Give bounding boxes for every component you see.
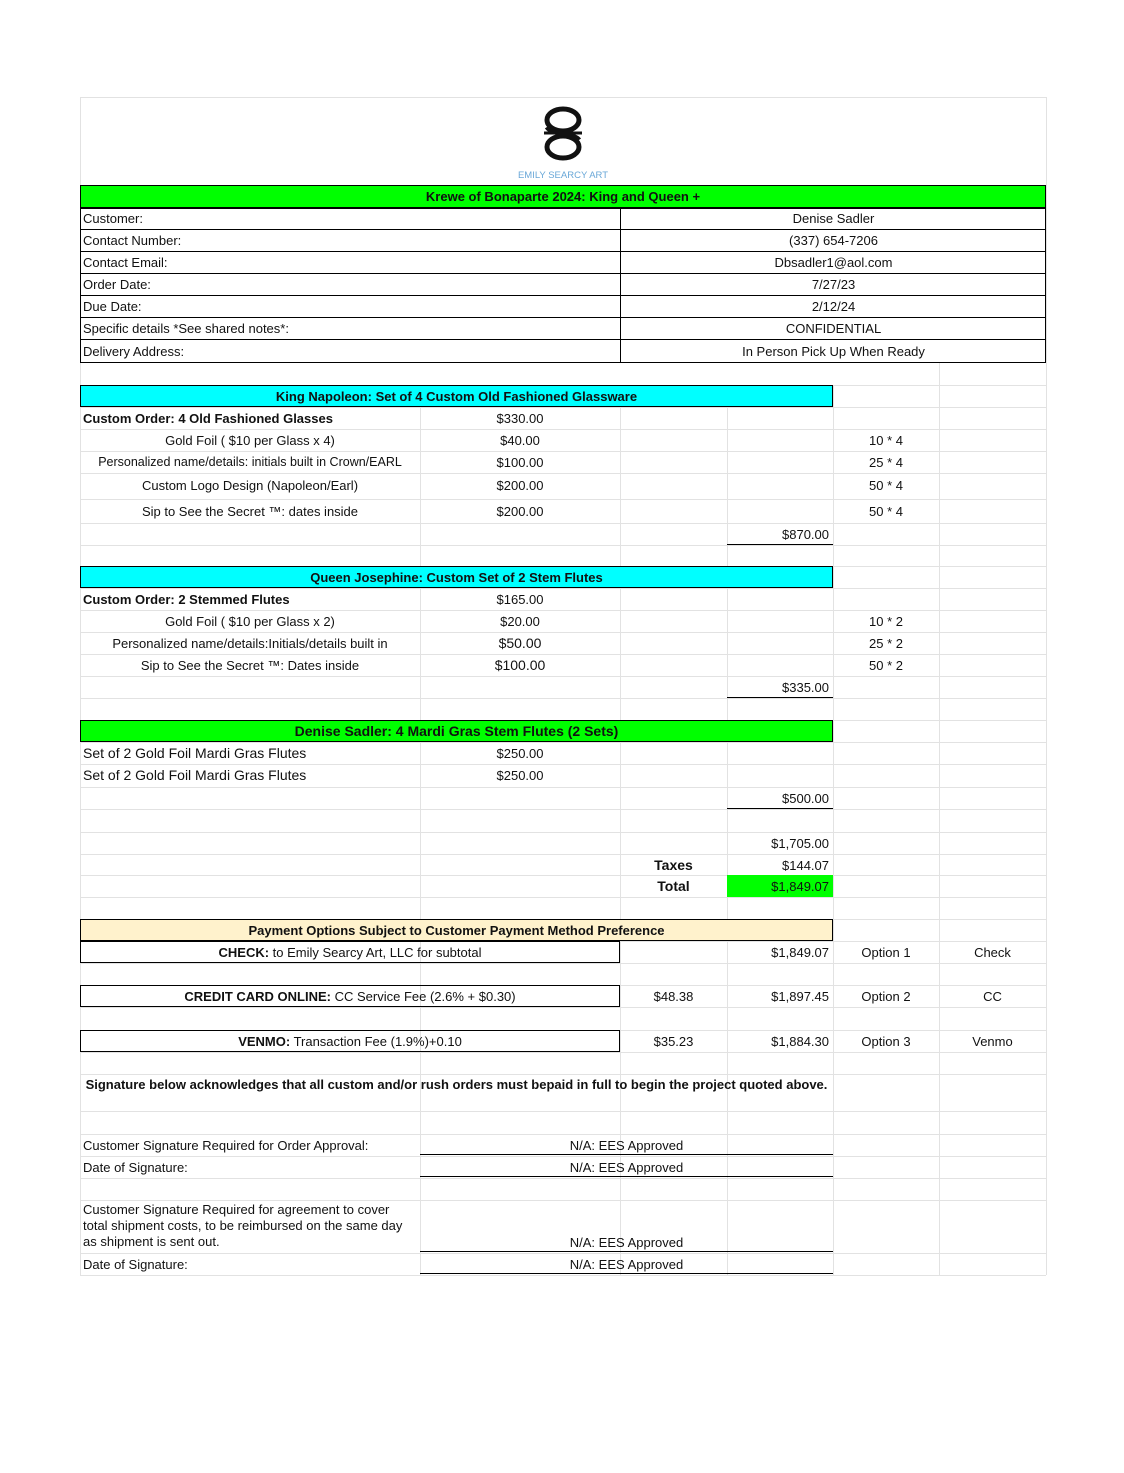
- king-item-calc: 50 * 4: [869, 477, 903, 493]
- payment-desc: to Emily Searcy Art, LLC for subtotal: [269, 944, 482, 960]
- customer-info-label: Specific details *See shared notes*:: [80, 318, 620, 340]
- gridline: [939, 363, 940, 1275]
- logo: [517, 103, 609, 183]
- gridline: [80, 963, 1046, 964]
- payment-amount: $1,897.45: [771, 988, 829, 1004]
- customer-info-value: 2/12/24: [620, 296, 1046, 318]
- approval-signature-line: [420, 1154, 833, 1155]
- payment-amount: $1,849.07: [771, 944, 829, 960]
- payment-method: CHECK:: [218, 944, 270, 960]
- payment-method: CREDIT CARD ONLINE:: [184, 988, 331, 1004]
- shipment-value[interactable]: N/A: EES Approved: [569, 1234, 684, 1250]
- payment-fee: $35.23: [653, 1033, 694, 1049]
- queen-item-price: $20.00: [500, 613, 540, 629]
- gridline: [80, 1052, 1046, 1053]
- customer-info-value: Dbsadler1@aol.com: [620, 252, 1046, 274]
- queen-item-label: Personalized name/details:Initials/details built in: [112, 635, 388, 651]
- queen-item-calc: 25 * 2: [869, 635, 903, 651]
- king-subtotal-underline: [727, 544, 833, 545]
- king-item-price: $330.00: [496, 410, 544, 426]
- denise-subtotal-underline: [727, 808, 833, 809]
- king-header: King Napoleon: Set of 4 Custom Old Fashioned Glassware: [80, 385, 833, 407]
- shipment-label: Customer Signature Required for agreement to cover total shipment costs, to be reimbursed on the same day as shipment is sent out.: [83, 1202, 403, 1249]
- queen-item-price: $50.00: [498, 635, 542, 651]
- order-subtotal: $1,705.00: [771, 835, 829, 851]
- approval-value[interactable]: N/A: EES Approved: [569, 1137, 684, 1153]
- king-item-label: Personalized name/details: initials built in Crown/EARL: [98, 455, 402, 469]
- denise-item-label: Set of 2 Gold Foil Mardi Gras Flutes: [83, 745, 307, 761]
- customer-info-value: (337) 654-7206: [620, 230, 1046, 252]
- gridline: [80, 832, 1046, 833]
- gridline: [80, 523, 1046, 524]
- signature-date-line: [420, 1273, 833, 1274]
- customer-info-value: 7/27/23: [620, 274, 1046, 296]
- signature-date-label: Date of Signature:: [83, 1159, 188, 1175]
- gridline: [80, 1200, 1046, 1201]
- denise-item-price: $250.00: [496, 767, 544, 783]
- logo-caption: EMILY SEARCY ART: [517, 170, 609, 181]
- gridline: [1046, 97, 1047, 1275]
- queen-item-calc: 10 * 2: [869, 613, 903, 629]
- customer-info-value: In Person Pick Up When Ready: [620, 340, 1046, 362]
- king-item-price: $200.00: [496, 477, 544, 493]
- payment-option-number: Option 3: [861, 1033, 911, 1049]
- customer-info-label: Due Date:: [80, 296, 620, 318]
- gridline: [80, 897, 1046, 898]
- payment-option-number: Option 2: [861, 988, 911, 1004]
- denise-item-price: $250.00: [496, 745, 544, 761]
- payment-option-number: Option 1: [861, 944, 911, 960]
- payment-type: Check: [974, 944, 1011, 960]
- order-title: Krewe of Bonaparte 2024: King and Queen +: [80, 185, 1046, 208]
- king-item-label: Sip to See the Secret ™: dates inside: [141, 503, 359, 519]
- payment-type: Venmo: [972, 1033, 1013, 1049]
- king-item-calc: 50 * 4: [869, 503, 903, 519]
- payment-method: VENMO:: [238, 1033, 291, 1049]
- king-item-calc: 10 * 4: [869, 432, 903, 448]
- signature-date-value[interactable]: N/A: EES Approved: [569, 1159, 684, 1175]
- king-item-price: $40.00: [500, 432, 540, 448]
- gridline: [80, 1007, 1046, 1008]
- total-label: Total: [657, 878, 690, 894]
- signature-notice: Signature below acknowledges that all custom and/or rush orders must bepaid in full to begin the project quoted above.: [85, 1077, 828, 1092]
- payment-option-check: [80, 941, 620, 963]
- approval-label: Customer Signature Required for Order Approval:: [83, 1137, 369, 1153]
- customer-info-value: Denise Sadler: [620, 208, 1046, 230]
- gridline: [80, 875, 1046, 876]
- denise-item-label: Set of 2 Gold Foil Mardi Gras Flutes: [83, 767, 307, 783]
- payment-desc: CC Service Fee (2.6% + $0.30): [331, 988, 516, 1004]
- taxes-label: Taxes: [654, 857, 693, 873]
- gridline: [80, 698, 1046, 699]
- gridline: [80, 854, 1046, 855]
- gridline: [80, 1074, 1046, 1075]
- customer-info-value: CONFIDENTIAL: [620, 318, 1046, 340]
- payment-type: CC: [983, 988, 1002, 1004]
- gridline: [80, 787, 1046, 788]
- queen-item-label: Custom Order: 2 Stemmed Flutes: [83, 591, 290, 607]
- queen-item-calc: 50 * 2: [869, 657, 903, 673]
- payment-header: Payment Options Subject to Customer Payment Method Preference: [80, 919, 833, 941]
- king-item-price: $200.00: [496, 503, 544, 519]
- queen-header: Queen Josephine: Custom Set of 2 Stem Flutes: [80, 566, 833, 588]
- signature-date-value[interactable]: N/A: EES Approved: [569, 1256, 684, 1272]
- payment-amount: $1,884.30: [771, 1033, 829, 1049]
- king-item-calc: 25 * 4: [869, 454, 903, 470]
- gridline: [80, 809, 1046, 810]
- signature-date-line: [420, 1176, 833, 1177]
- queen-item-label: Sip to See the Secret ™: Dates inside: [140, 657, 360, 673]
- customer-info-label: Contact Email:: [80, 252, 620, 274]
- payment-desc: Transaction Fee (1.9%)+0.10: [290, 1033, 462, 1049]
- king-item-price: $100.00: [496, 454, 544, 470]
- king-item-label: Custom Order: 4 Old Fashioned Glasses: [83, 410, 333, 426]
- king-item-label: Gold Foil ( $10 per Glass x 4): [165, 432, 335, 448]
- queen-item-price: $165.00: [496, 591, 544, 607]
- invoice-sheet: [80, 97, 1046, 1275]
- payment-option-venmo: [80, 1030, 620, 1052]
- payment-fee: $48.38: [653, 988, 694, 1004]
- king-item-label: Custom Logo Design (Napoleon/Earl): [141, 477, 359, 493]
- gridline: [80, 1111, 1046, 1112]
- taxes-value: $144.07: [782, 857, 829, 873]
- gridline: [80, 545, 1046, 546]
- denise-subtotal: $500.00: [782, 790, 829, 806]
- queen-subtotal: $335.00: [782, 679, 829, 695]
- queen-item-label: Gold Foil ( $10 per Glass x 2): [165, 613, 335, 629]
- denise-header: Denise Sadler: 4 Mardi Gras Stem Flutes (2 Sets): [80, 720, 833, 742]
- king-subtotal: $870.00: [782, 526, 829, 542]
- gridline: [80, 1178, 1046, 1179]
- payment-option-credit-card: [80, 985, 620, 1007]
- customer-info-label: Order Date:: [80, 274, 620, 296]
- queen-subtotal-underline: [727, 697, 833, 698]
- queen-item-price: $100.00: [494, 657, 546, 673]
- gridline: [80, 1275, 1046, 1276]
- customer-info-label: Contact Number:: [80, 230, 620, 252]
- gridline: [80, 676, 1046, 677]
- customer-info-label: Customer:: [80, 208, 620, 230]
- shipment-signature-line: [420, 1251, 833, 1252]
- es-monogram-icon: [530, 103, 596, 165]
- total-value: $1,849.07: [727, 875, 833, 897]
- signature-date-label: Date of Signature:: [83, 1256, 188, 1272]
- customer-info-label: Delivery Address:: [83, 343, 185, 359]
- gridline: [80, 97, 1046, 98]
